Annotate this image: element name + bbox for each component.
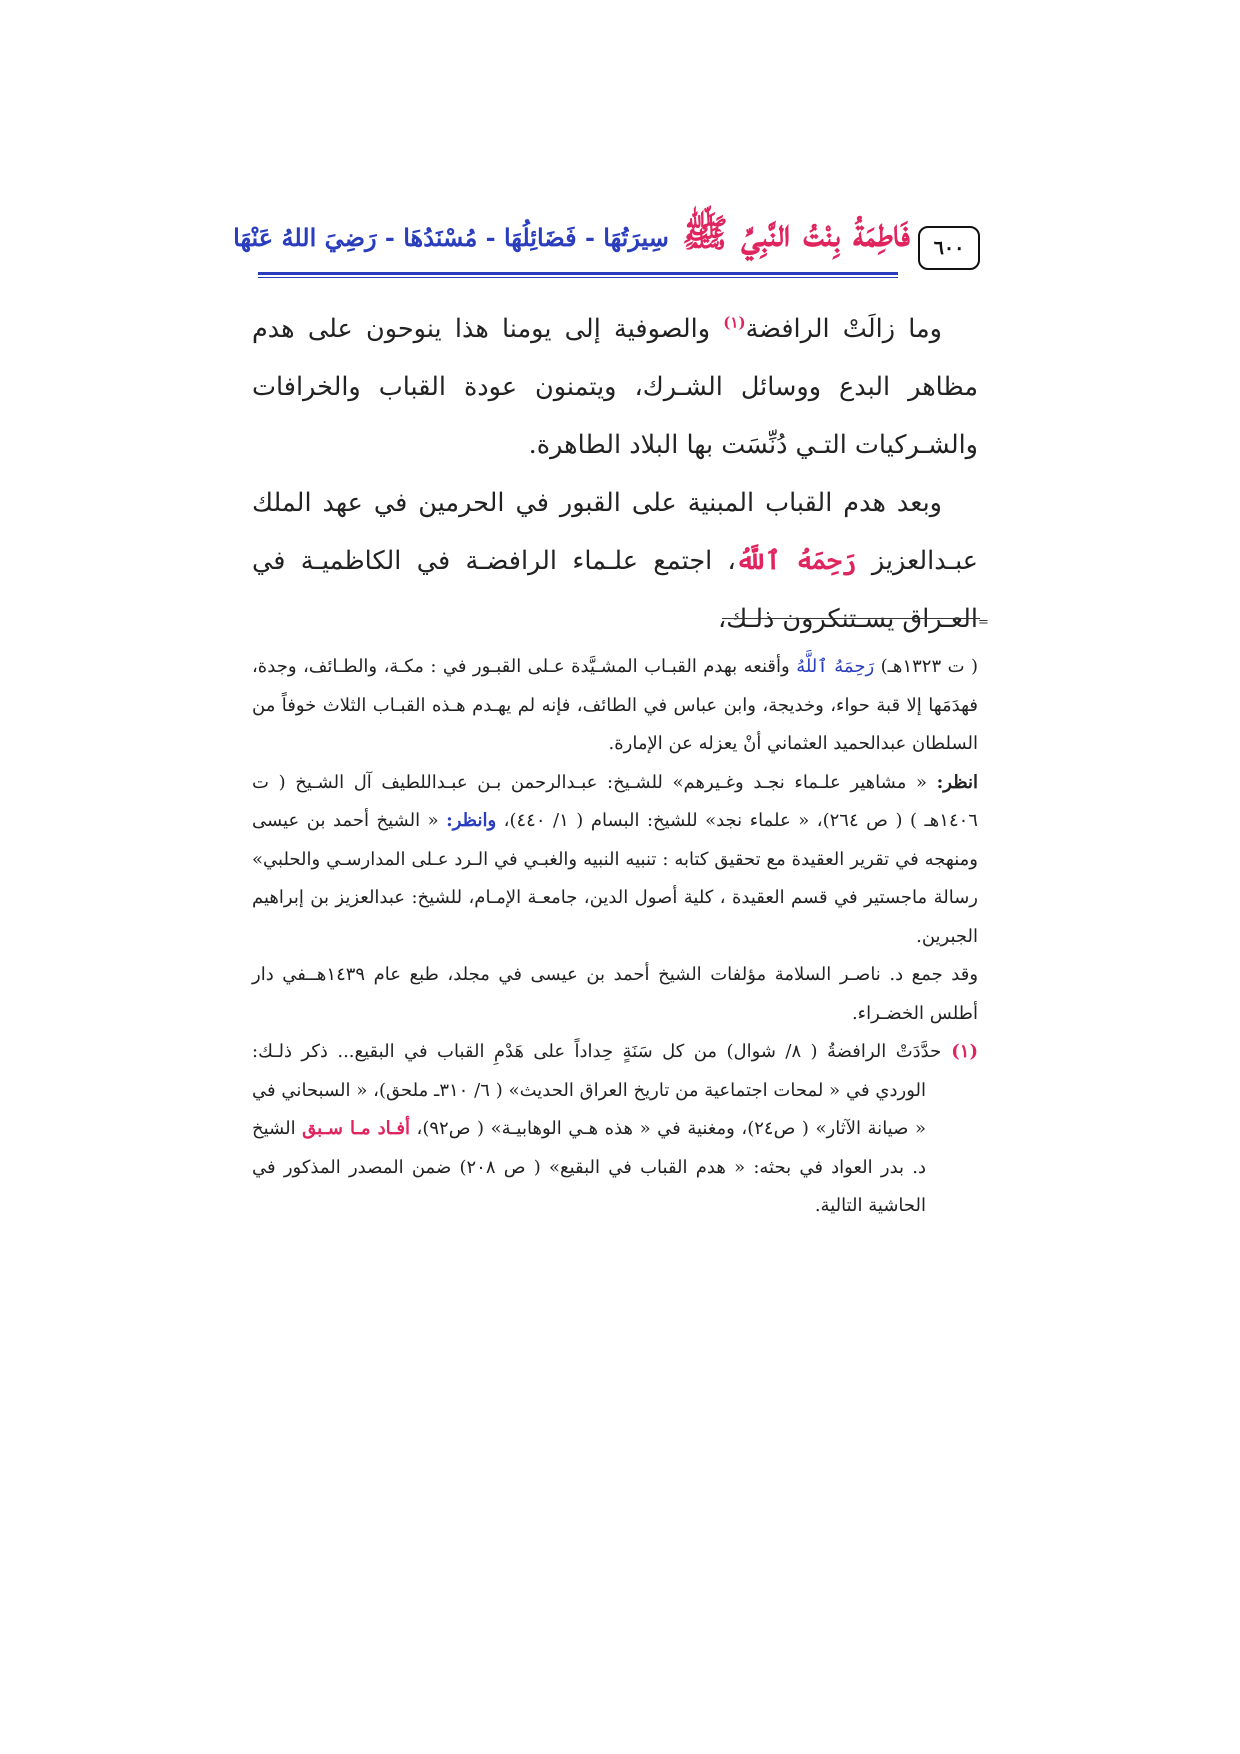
footnote-death-date: ( ت ١٣٢٣هـ) [880,656,978,677]
footnote-text: « مشاهير علـماء نجـد وغـيرهم» للشـيخ: عبـدالرحمن بـن عبـداللطيف آل الشـيخ ( ت ١٤٠٦هـ ) ( ص ٢٦٤)، « علماء نجد» للشيخ: البسام ( ١/ ٤٤٠)، [252,771,978,831]
paragraph-1 [252,300,978,474]
book-title: فَاطِمَةُ بِنْتُ النَّبِيِّ ﷺ [682,210,910,255]
footnote-text: « الشيخ أحمد بن عيسى ومنهجه في تقرير العقيدة مع تحقيق كتابه : تنبيه النبيه والغبـي في الـرد عـلى المدارسـي والحلبي» رسالة ماجستير في قسم العقيدة ، كلية أصول الدين، جامعـة الإمـام، للشيخ: عبدالعزيز بن إبراهيم الجبرين. [252,810,978,947]
footnote-continued-1 [252,648,978,764]
see-label: انظر: [936,771,978,793]
header-rule [258,272,898,278]
running-header-title [233,210,910,266]
footnote-text: حدَّدَتْ الرافضةُ ( ٨/ شوال) من كل سَنَةٍ حِداداً على هَدْمِ القباب في البقيع... ذكر ذلـك: الوردي في « لمحات اجتماعية من تاريخ العراق الحديث» ( ٦/ ٣١٠ـ ملحق)، « السبحاني في « صيانة الآثار» ( ص٢٤)، ومغنية في « هذه هـي الوهابيـة» ( ص٩٢)، [252,1041,942,1139]
page-number: ٦٠٠ [918,226,980,270]
footnote-separator [722,618,980,619]
honorific-calligraphy: رَحِمَهُ ٱللَّهُ [735,546,857,576]
footnote-1 [252,1033,978,1226]
footnote-text: الشيخ د. بدر العواد في بحثه: « هدم القباب في البقيع» ( ص ٢٠٨) ضمن المصدر المذكور في الحاشية التالية. [252,1118,926,1216]
paragraph-2 [252,474,978,648]
footnote-ref-1[interactable]: (١) [723,313,746,332]
paragraph-2-start: وبعد هدم القباب المبنية على القبور في الحرمين في عهد الملك عبـدالعزيز [252,488,978,576]
footnote-continuation-mark: = [978,615,989,630]
footnote-honorific: رَحِمَهُ ٱللَّهُ [796,656,875,677]
paragraph-1-rest: والصوفية إلى يومنا هذا ينوحون على هدم مظاهر البدع ووسائل الشـرك، ويتمنون عودة القباب والخرافات والشـركيات التـي دُنِّسَت بها البلاد الطاهرة. [252,314,978,460]
footnote-number: (١) [951,1041,978,1062]
paragraph-2-rest: ، اجتمع علـماء الرافضـة في الكاظميـة في العـراق يسـتنكرون ذلـك، [252,546,978,634]
footnote-continued-3: وقد جمع د. ناصـر السلامة مؤلفات الشيخ أحمد بن عيسى في مجلد، طبع عام ١٤٣٩هــفي دار أطلس الخضـراء. [252,964,979,1024]
paragraph-1-start: وما زالَتْ الرافضة [745,314,942,344]
source-note-label: أفـاد مـا سـبق [302,1118,410,1139]
footnote-text: وأقنعه بهدم القبـاب المشـيَّدة عـلى القبـور في : مكـة، والطـائف، وجدة، فهدَمَها إلا قبة حواء، وخديجة، وابن عباس في الطائف، فإنه لم يهـدم هـذه القبـاب الثلاث خوفاً من السلطان عبدالحميد العثماني أنْ يعزله عن الإمارة. [252,656,978,754]
main-text [252,300,978,648]
see-also-label: وانظر: [446,810,497,831]
book-subtitle: سِيرَتُهَا - فَضَائِلُهَا - مُسْنَدُهَا - رَضِيَ اللهُ عَنْهَا [233,223,669,252]
footnotes [252,648,978,1226]
footnote-continued-2 [252,764,978,957]
